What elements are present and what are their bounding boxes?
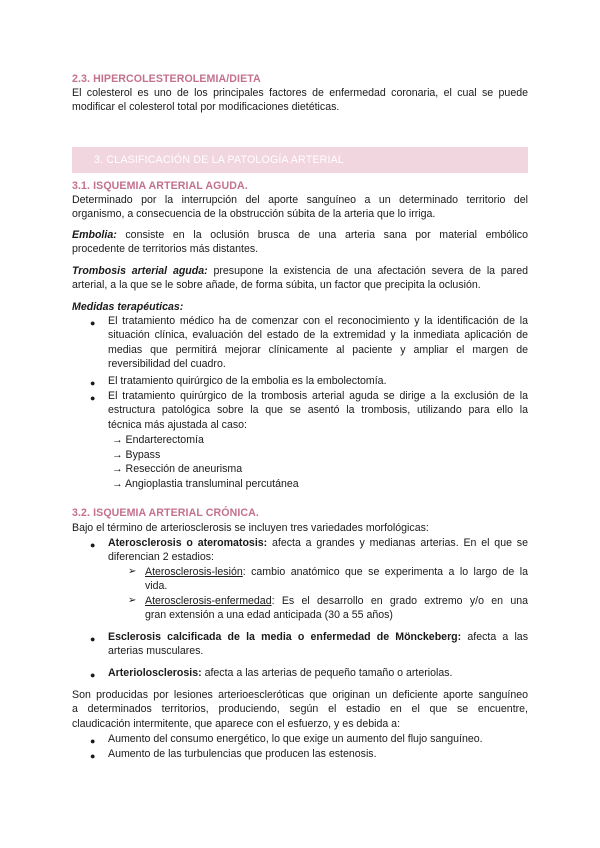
text-line: Aumento de las turbulencias que producen las estenosis. (108, 748, 377, 760)
paragraph-trombosis (72, 264, 528, 293)
text-line: medias que permitirá mejorar clínicamente al paciente y ampliar el margen de (108, 343, 528, 356)
arrow-item-bypass: → Bypass (112, 449, 161, 461)
term-enfermedad: Aterosclerosis-enfermedad (145, 595, 272, 607)
text-line (108, 630, 528, 644)
enfermedad-text: : Es el desarrollo en grado extremo y/o en una (271, 595, 528, 607)
bullet-consumo (108, 732, 528, 746)
arrowhead-bullet-icon: ➢ (128, 566, 137, 577)
bullet-icon: ● (90, 634, 96, 644)
section-heading-3-1: 3.1. ISQUEMIA ARTERIAL AGUDA. (72, 180, 248, 192)
trombosis-text: presupone la existencia de una afectación severa de la pared (207, 265, 528, 277)
text-line: situación clínica, evaluación del estado de la extremidad y la inmediata aplicación de (108, 329, 528, 342)
bullet-icon: ● (90, 378, 96, 388)
text-line: reversibilidad del cuadro. (108, 358, 226, 371)
text-line: Determinado por la interrupción del aporte sanguíneo a un determinado territorio del (72, 194, 528, 206)
bullet-icon: ● (90, 751, 96, 761)
bullet-icon: ● (90, 670, 96, 680)
bullet-arteriolosclerosis (108, 666, 528, 680)
chapter-banner (72, 147, 528, 173)
text-line: estructura patológica sobre la que se asentó la trombosis, utilizando para ello la (108, 404, 528, 417)
bullet-icon: ● (90, 393, 96, 403)
medidas-heading: Medidas terapéuticas: (72, 301, 184, 313)
bullet-tratamiento-medico (108, 314, 528, 372)
paragraph-lesiones (72, 688, 528, 731)
paragraph-colesterol (72, 86, 528, 115)
text-line (72, 228, 528, 242)
text-line: El tratamiento quirúrgico de la embolia es la embolectomía. (108, 375, 387, 387)
text-line (145, 565, 528, 579)
bullet-embolectomia (108, 374, 528, 388)
aterosclerosis-text: afecta a grandes y medianas arterias. En el que se (267, 537, 528, 549)
text-line: Aumento del consumo energético, lo que exige un aumento del flujo sanguíneo. (108, 733, 483, 745)
subitem-lesion (145, 565, 528, 594)
term-monckeberg: Esclerosis calcificada de la media o enfermedad de Mönckeberg: (108, 631, 462, 643)
paragraph-isquemia-intro (72, 193, 528, 222)
arrow-item-reseccion: → Resección de aneurisma (112, 463, 243, 475)
term-embolia: Embolia: (72, 229, 117, 241)
chapter-banner-title: 3. CLASIFICACIÓN DE LA PATOLOGÍA ARTERIAL (94, 154, 344, 166)
text-line: procedente de territorios más distantes. (72, 243, 259, 256)
text-line: El tratamiento médico ha de comenzar con el reconocimiento y la identificación de la (108, 315, 528, 327)
bullet-trombosis-quirurgico (108, 389, 528, 432)
text-line: organismo, a consecuencia de la obstrucción súbita de la arteria que lo irriga. (72, 208, 436, 221)
text-line: claudicación intermitente, que aparece con el esfuerzo, y es debida a: (72, 717, 401, 730)
text-line: técnica más ajustada al caso: (108, 418, 247, 431)
text-line (72, 264, 528, 278)
bullet-icon: ● (90, 318, 96, 328)
text-line: vida. (145, 580, 168, 593)
arrowhead-bullet-icon: ➢ (128, 595, 137, 606)
text-line: El tratamiento quirúrgico de la trombosis arterial aguda se dirige a la exclusión de la (108, 390, 528, 402)
term-arteriolosclerosis: Arteriolosclerosis: (108, 667, 202, 679)
text-line: modificar el colesterol total por modificaciones dietéticas. (72, 101, 340, 114)
text-line: a determinados territorios, produciendo, según el estadio en el que se encuentre, (72, 703, 528, 716)
bullet-aterosclerosis (108, 536, 528, 565)
bullet-monckeberg (108, 630, 528, 659)
text-line: arterias musculares. (108, 645, 204, 658)
term-aterosclerosis: Aterosclerosis o ateromatosis: (108, 537, 268, 549)
text-line: Son producidas por lesiones arterioescleróticas que originan un deficiente aporte sanguíneo (72, 689, 528, 701)
text-line: gran extensión a una edad anticipada (30 a 55 años) (145, 609, 393, 622)
text-line: El colesterol es uno de los principales factores de enfermedad coronaria, el cual se puede (72, 87, 528, 99)
paragraph-arteriosclerosis-intro: Bajo el término de arteriosclerosis se incluyen tres variedades morfológicas: (72, 522, 429, 534)
section-heading-2-3: 2.3. HIPERCOLESTEROLEMIA/DIETA (72, 73, 261, 85)
term-trombosis: Trombosis arterial aguda: (72, 265, 208, 277)
text-line (108, 536, 528, 550)
bullet-icon: ● (90, 736, 96, 746)
bullet-icon: ● (90, 540, 96, 550)
subitem-enfermedad (145, 594, 528, 623)
text-line (108, 666, 528, 680)
arrow-item-angioplastia: → Angioplastia transluminal percutánea (112, 478, 299, 490)
monckeberg-text: afecta a las (461, 631, 528, 643)
embolia-text: consiste en la oclusión brusca de una arteria sana por material embólico (116, 229, 528, 241)
arrow-item-endarterectomia: → Endarterectomía (112, 434, 204, 446)
arteriolosclerosis-text: afecta a las arterias de pequeño tamaño o arteriolas. (201, 667, 453, 679)
lesion-text: : cambio anatómico que se experimenta a lo largo de la (242, 566, 528, 578)
paragraph-embolia (72, 228, 528, 257)
text-line: arterial, a la que se le sobre añade, de forma súbita, un factor que precipita la oclusión. (72, 279, 481, 292)
bullet-turbulencias (108, 747, 528, 761)
text-line: diferencian 2 estadios: (108, 551, 215, 564)
text-line (145, 594, 528, 608)
section-heading-3-2: 3.2. ISQUEMIA ARTERIAL CRÓNICA. (72, 507, 259, 519)
term-lesion: Aterosclerosis-lesión (145, 566, 243, 578)
